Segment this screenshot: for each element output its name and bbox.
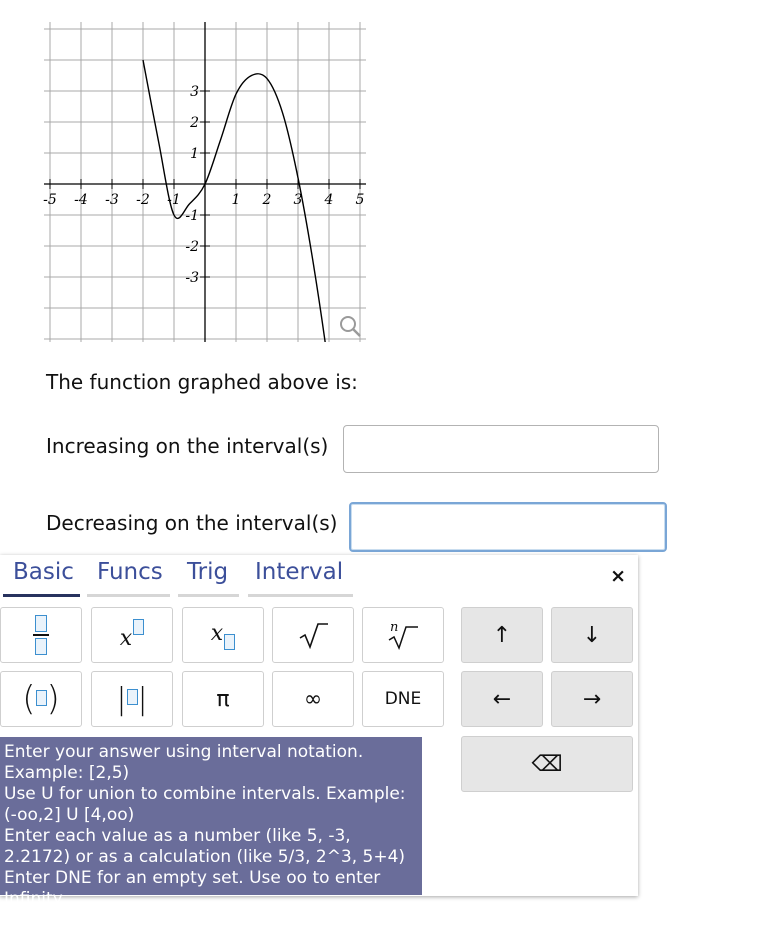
parentheses-icon: ( ) xyxy=(22,679,60,719)
tab-interval[interactable]: Interval xyxy=(255,559,344,585)
x-tick-label: -4 xyxy=(74,192,88,208)
tab-trig[interactable]: Trig xyxy=(187,559,229,585)
x-tick-label: 1 xyxy=(231,192,241,208)
y-tick-label: -3 xyxy=(185,270,199,286)
right-arrow-button[interactable]: → xyxy=(551,671,633,727)
magnifier-icon[interactable] xyxy=(341,317,360,336)
increasing-label: Increasing on the interval(s) xyxy=(46,434,329,458)
nth-root-icon xyxy=(386,620,420,650)
subscript-icon: x xyxy=(211,621,235,650)
x-tick-label: 2 xyxy=(262,192,272,208)
up-arrow-button[interactable]: ↑ xyxy=(461,607,543,663)
pi-button[interactable]: π xyxy=(182,671,264,727)
hint-box xyxy=(0,737,422,909)
tab-trig-underline xyxy=(178,594,239,597)
y-tick-label: 1 xyxy=(190,146,199,162)
fraction-icon xyxy=(33,615,49,655)
y-tick-label: 2 xyxy=(190,115,199,131)
svg-text:n: n xyxy=(390,620,399,635)
hint-line: Enter each value as a number (like 5, -3, 2.2172) or as a calculation (like 5/3, 2^3, 5+4) xyxy=(4,826,406,867)
tab-funcs-underline xyxy=(87,594,170,597)
exponent-icon: x xyxy=(120,619,144,651)
sqrt-icon xyxy=(298,621,328,649)
absolute-value-icon: | | xyxy=(116,681,148,717)
x-tick-label: -2 xyxy=(136,192,150,208)
exponent-button[interactable] xyxy=(91,607,173,663)
x-tick-label: -5 xyxy=(43,192,57,208)
sqrt-button[interactable] xyxy=(272,607,354,663)
absolute-value-button[interactable] xyxy=(91,671,173,727)
keypad-tabs xyxy=(0,555,638,601)
tab-interval-underline xyxy=(248,594,353,597)
tab-funcs[interactable]: Funcs xyxy=(97,559,163,585)
hint-line: Enter DNE for an empty set. Use oo to enter Infinity. xyxy=(4,868,386,909)
backspace-icon: ⌫ xyxy=(531,751,563,777)
down-arrow-button[interactable]: ↓ xyxy=(551,607,633,663)
y-tick-label: -2 xyxy=(185,239,199,255)
parentheses-button[interactable] xyxy=(0,671,82,727)
tab-basic[interactable]: Basic xyxy=(13,559,74,585)
math-keypad xyxy=(0,555,638,909)
subscript-button[interactable] xyxy=(182,607,264,663)
x-tick-label: -1 xyxy=(167,192,181,208)
backspace-button[interactable] xyxy=(461,736,633,792)
dne-button[interactable]: DNE xyxy=(362,671,444,727)
y-tick-label: -1 xyxy=(185,208,199,224)
x-tick-label: 3 xyxy=(293,192,303,208)
hint-line: Enter your answer using interval notation. Example: [2,5) xyxy=(4,742,369,783)
increasing-input[interactable] xyxy=(343,425,659,473)
x-tick-label: -3 xyxy=(105,192,119,208)
x-tick-label: 5 xyxy=(355,192,365,208)
tab-basic-underline xyxy=(3,594,80,597)
question-intro: The function graphed above is: xyxy=(46,370,358,394)
function-graph xyxy=(40,14,370,344)
nth-root-button[interactable] xyxy=(362,607,444,663)
x-tick-label: 4 xyxy=(324,192,334,208)
left-arrow-button[interactable]: ← xyxy=(461,671,543,727)
decreasing-input[interactable] xyxy=(349,502,667,552)
decreasing-label: Decreasing on the interval(s) xyxy=(46,511,338,535)
hint-line: Use U for union to combine intervals. Example: (-oo,2] U [4,oo) xyxy=(4,784,411,825)
infinity-button[interactable]: ∞ xyxy=(272,671,354,727)
y-tick-label: 3 xyxy=(190,84,199,100)
close-icon[interactable]: × xyxy=(610,565,626,587)
fraction-button[interactable] xyxy=(0,607,82,663)
